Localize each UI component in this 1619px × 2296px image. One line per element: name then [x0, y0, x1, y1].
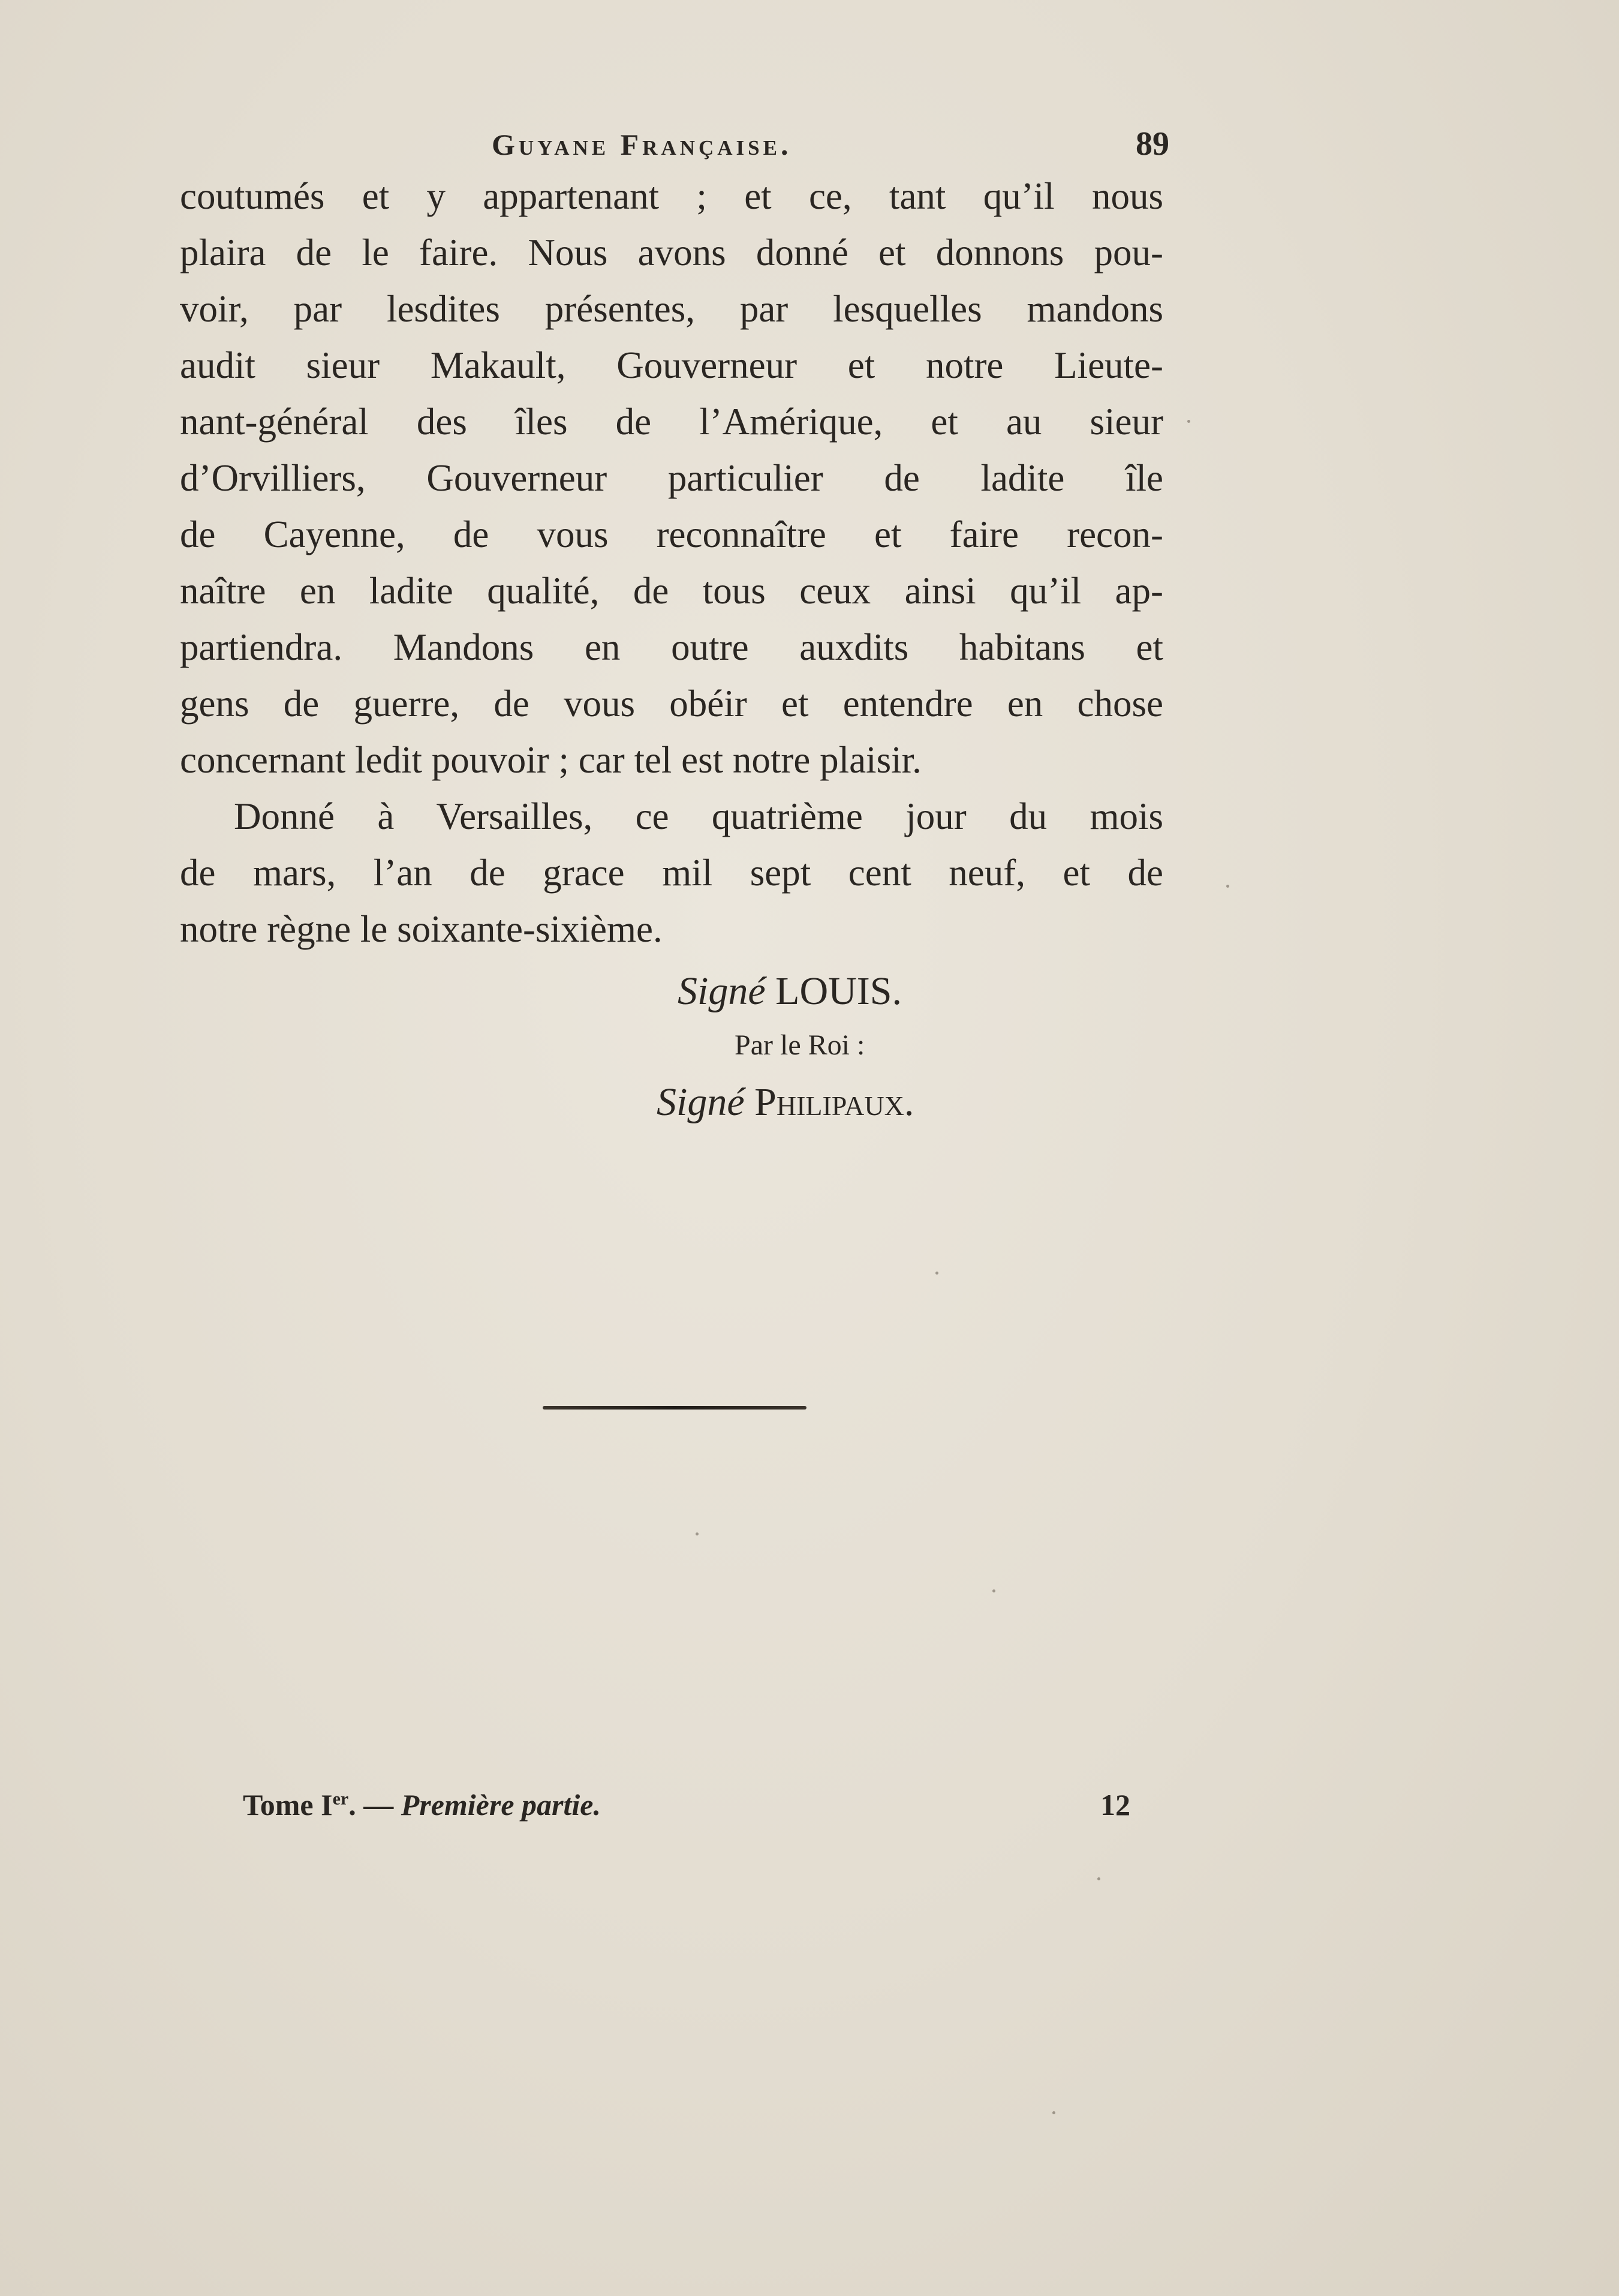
closing-rule — [543, 1406, 807, 1410]
text-line: concernant ledit pouvoir ; car tel est notre plaisir. — [180, 739, 922, 781]
text-line: de Cayenne, de vous reconnaître et faire recon- — [180, 513, 1163, 555]
running-title: Guyane Française. — [492, 128, 792, 161]
paper-speck — [1187, 420, 1190, 423]
signature-louis — [678, 969, 902, 1014]
volume-prefix: Tome I — [243, 1788, 333, 1822]
text-line: naître en ladite qualité, de tous ceux ainsi qu’il ap- — [180, 570, 1163, 612]
signatory-name: Philipaux. — [754, 1080, 914, 1124]
paper-speck — [1052, 2111, 1055, 2114]
volume-superscript: er — [332, 1789, 349, 1809]
volume-part: Première partie. — [401, 1788, 601, 1822]
text-line: partiendra. Mandons en outre auxdits habitans et — [180, 626, 1163, 668]
paper-speck — [1226, 885, 1229, 888]
paper-speck — [1097, 1877, 1100, 1880]
volume-separator: . — — [348, 1788, 394, 1822]
text-line: d’Orvilliers, Gouverneur particulier de ladite île — [180, 457, 1163, 499]
page-footer — [243, 1787, 1130, 1829]
text-line: voir, par lesdites présentes, par lesquelles mandons — [180, 288, 1163, 330]
text-line: notre règne le soixante-sixième. — [180, 908, 663, 950]
text-line: plaira de le faire. Nous avons donné et donnons pou- — [180, 232, 1163, 274]
signe-label: Signé — [657, 1080, 745, 1124]
running-head — [180, 120, 1175, 168]
par-le-roi: Par le Roi : — [735, 1029, 865, 1061]
text-line: gens de guerre, de vous obéir et entendre en chose — [180, 683, 1163, 725]
text-line: audit sieur Makault, Gouverneur et notre Lieute- — [180, 344, 1163, 386]
signe-label: Signé — [678, 969, 766, 1013]
text-line: Donné à Versailles, ce quatrième jour du mois — [234, 795, 1163, 837]
signatory-name: LOUIS. — [775, 969, 902, 1013]
text-line: nant-général des îles de l’Amérique, et au sieur — [180, 401, 1163, 443]
sheet-signature: 12 — [1100, 1788, 1130, 1822]
paper-speck — [696, 1532, 699, 1535]
page-number: 89 — [1136, 125, 1169, 163]
paper-speck — [935, 1272, 938, 1275]
paper-speck — [992, 1589, 995, 1592]
signature-philipaux — [657, 1080, 914, 1125]
body-text — [180, 168, 1163, 957]
volume-label — [243, 1787, 601, 1822]
text-line: coutumés et y appartenant ; et ce, tant qu’il nous — [180, 175, 1163, 217]
text-line: de mars, l’an de grace mil sept cent neuf, et de — [180, 852, 1163, 894]
